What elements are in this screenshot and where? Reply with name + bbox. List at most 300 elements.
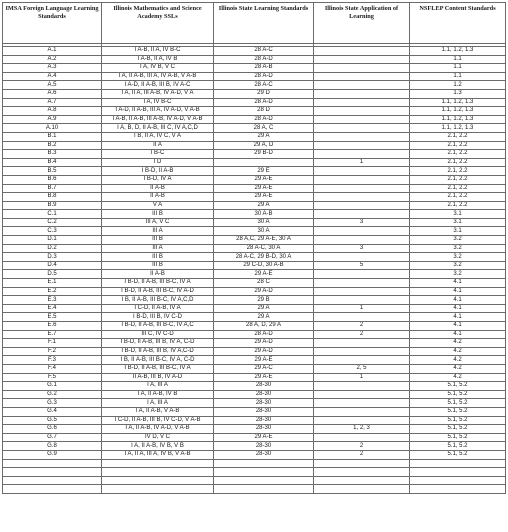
application-cell: 2 [314, 322, 410, 331]
blank-cell [102, 485, 214, 494]
fl-standard-cell: G.6 [3, 425, 102, 434]
ssl-cell: I A, III A [102, 382, 214, 391]
ssl-cell: II A [102, 141, 214, 150]
il-standard-cell: 29 B-D [214, 150, 314, 159]
nsflep-cell: 2.1, 2.2 [410, 201, 506, 210]
application-cell: 2 [314, 330, 410, 339]
fl-standard-cell: E.6 [3, 322, 102, 331]
blank-cell [314, 468, 410, 477]
nsflep-cell: 1.2 [410, 81, 506, 90]
blank-cell [314, 459, 410, 468]
nsflep-cell: 3.1 [410, 218, 506, 227]
fl-standard-cell: D.5 [3, 270, 102, 279]
table-row [3, 124, 506, 133]
ssl-cell: I B-D, II A-B, III B-C, IV A [102, 279, 214, 288]
il-standard-cell: 29 A [214, 304, 314, 313]
ssl-cell: I A, II A-B, IV B [102, 390, 214, 399]
table-row [3, 64, 506, 73]
application-cell [314, 141, 410, 150]
ssl-cell: III A, V C [102, 218, 214, 227]
ssl-cell: IV D, V C [102, 433, 214, 442]
nsflep-cell: 1.1, 1.2, 1.3 [410, 98, 506, 107]
nsflep-cell: 1.1 [410, 64, 506, 73]
il-standard-cell: 29 A-E [214, 270, 314, 279]
fl-standard-cell: A.4 [3, 72, 102, 81]
table-row [3, 287, 506, 296]
ssl-cell: I B-D, II A-B, III B, IV A, C-D [102, 339, 214, 348]
fl-standard-cell: D.1 [3, 236, 102, 245]
il-standard-cell: 28 A-D [214, 72, 314, 81]
table-row [3, 407, 506, 416]
standards-crosswalk-table [2, 2, 506, 494]
nsflep-cell: 4.2 [410, 373, 506, 382]
fl-standard-cell: C.2 [3, 218, 102, 227]
blank-cell [214, 459, 314, 468]
ssl-cell: I C-D, II A-B, III B, IV C-D, V A-B [102, 416, 214, 425]
application-cell [314, 313, 410, 322]
table-row [3, 416, 506, 425]
il-standard-cell: 28 A-C [214, 47, 314, 56]
table-row [3, 399, 506, 408]
table-row [3, 81, 506, 90]
fl-standard-cell: D.4 [3, 261, 102, 270]
table-row [3, 261, 506, 270]
header-imsa-ssls: Illinois Mathematics and Science Academy SSLs [102, 3, 214, 44]
table-row [3, 356, 506, 365]
standards-table-container [2, 2, 505, 494]
application-cell [314, 407, 410, 416]
table-row [3, 373, 506, 382]
application-cell: 2 [314, 442, 410, 451]
ssl-cell: I B-D, II A-B, III B, IV A,C-D [102, 347, 214, 356]
application-cell [314, 416, 410, 425]
table-row [3, 425, 506, 434]
il-standard-cell: 28-30 [214, 399, 314, 408]
ssl-cell: I B, II A-B, III B-C, IV A, C-D [102, 356, 214, 365]
il-standard-cell: 30 A [214, 218, 314, 227]
nsflep-cell: 4.1 [410, 330, 506, 339]
fl-standard-cell: E.1 [3, 279, 102, 288]
fl-standard-cell: C.3 [3, 227, 102, 236]
ssl-cell: V A [102, 201, 214, 210]
fl-standard-cell: A.1 [3, 47, 102, 56]
table-row [3, 442, 506, 451]
fl-standard-cell: B.1 [3, 132, 102, 141]
ssl-cell: I A-D, II A-B, III A, IV A-D, V A-B [102, 107, 214, 116]
fl-standard-cell: E.7 [3, 330, 102, 339]
il-standard-cell: 28 A-C [214, 81, 314, 90]
ssl-cell: I C-D, II A-B, IV A [102, 304, 214, 313]
application-cell [314, 98, 410, 107]
application-cell: 1 [314, 304, 410, 313]
fl-standard-cell: F.3 [3, 356, 102, 365]
nsflep-cell: 4.1 [410, 296, 506, 305]
nsflep-cell: 5.1, 5.2 [410, 390, 506, 399]
nsflep-cell: 5.1, 5.2 [410, 442, 506, 451]
il-standard-cell: 28 D [214, 107, 314, 116]
il-standard-cell: 30 A [214, 227, 314, 236]
nsflep-cell: 1.1 [410, 55, 506, 64]
fl-standard-cell: D.3 [3, 253, 102, 262]
table-row [3, 364, 506, 373]
nsflep-cell: 4.1 [410, 313, 506, 322]
application-cell [314, 399, 410, 408]
il-standard-cell: 28 A-C, 30 A [214, 244, 314, 253]
nsflep-cell: 4.2 [410, 339, 506, 348]
il-standard-cell: 29 A-E [214, 373, 314, 382]
fl-standard-cell: E.5 [3, 313, 102, 322]
il-standard-cell: 28 A-D [214, 98, 314, 107]
table-row [3, 218, 506, 227]
table-row [3, 270, 506, 279]
nsflep-cell: 1.1, 1.2, 1.3 [410, 115, 506, 124]
table-row [3, 72, 506, 81]
fl-standard-cell: A.9 [3, 115, 102, 124]
nsflep-cell: 3.1 [410, 227, 506, 236]
blank-row [3, 476, 506, 485]
table-row [3, 347, 506, 356]
nsflep-cell: 1.1, 1.2, 1.3 [410, 124, 506, 133]
il-standard-cell: 29 B [214, 296, 314, 305]
table-row [3, 158, 506, 167]
nsflep-cell: 3.1 [410, 210, 506, 219]
blank-cell [214, 485, 314, 494]
blank-cell [214, 476, 314, 485]
il-standard-cell: 28 A-D [214, 55, 314, 64]
application-cell [314, 55, 410, 64]
il-standard-cell: 29 D [214, 89, 314, 98]
application-cell: 3 [314, 218, 410, 227]
nsflep-cell: 1.3 [410, 89, 506, 98]
il-standard-cell [214, 158, 314, 167]
fl-standard-cell: E.3 [3, 296, 102, 305]
fl-standard-cell: E.2 [3, 287, 102, 296]
il-standard-cell: 29 A-D [214, 287, 314, 296]
fl-standard-cell: B.2 [3, 141, 102, 150]
nsflep-cell: 5.1, 5.2 [410, 416, 506, 425]
application-cell [314, 339, 410, 348]
table-row [3, 47, 506, 56]
nsflep-cell: 2.1, 2.2 [410, 193, 506, 202]
ssl-cell: I A-B, II A, IV B-C [102, 47, 214, 56]
table-row [3, 184, 506, 193]
ssl-cell: I A-B, II A-B, III A-B, IV A-D, V A-B [102, 115, 214, 124]
fl-standard-cell: F.1 [3, 339, 102, 348]
header-nsflep-standards: NSFLEP Content Standards [410, 3, 506, 44]
application-cell [314, 193, 410, 202]
application-cell [314, 184, 410, 193]
nsflep-cell: 4.1 [410, 279, 506, 288]
nsflep-cell: 4.2 [410, 364, 506, 373]
table-row [3, 175, 506, 184]
table-row [3, 201, 506, 210]
il-standard-cell: 29 A [214, 132, 314, 141]
blank-cell [410, 459, 506, 468]
il-standard-cell: 28-30 [214, 425, 314, 434]
il-standard-cell: 28 A, C [214, 124, 314, 133]
nsflep-cell: 4.2 [410, 356, 506, 365]
il-standard-cell: 28-30 [214, 382, 314, 391]
application-cell: 1 [314, 158, 410, 167]
ssl-cell: I A, III A [102, 399, 214, 408]
fl-standard-cell: A.3 [3, 64, 102, 73]
ssl-cell: I B-D, II A-B [102, 167, 214, 176]
fl-standard-cell: A.5 [3, 81, 102, 90]
il-standard-cell: 28 A, D, 29 A [214, 322, 314, 331]
ssl-cell: III B [102, 236, 214, 245]
blank-cell [102, 468, 214, 477]
nsflep-cell: 2.1, 2.2 [410, 184, 506, 193]
application-cell [314, 236, 410, 245]
application-cell: 3 [314, 244, 410, 253]
table-body [3, 44, 506, 494]
il-standard-cell: 29 A-E [214, 356, 314, 365]
il-standard-cell: 28 C [214, 279, 314, 288]
header-il-learning-standards: Illinois State Learning Standards [214, 3, 314, 44]
application-cell [314, 201, 410, 210]
fl-standard-cell: A.6 [3, 89, 102, 98]
application-cell [314, 270, 410, 279]
fl-standard-cell: G.5 [3, 416, 102, 425]
fl-standard-cell: B.8 [3, 193, 102, 202]
table-row [3, 322, 506, 331]
blank-cell [3, 459, 102, 468]
ssl-cell: III A [102, 227, 214, 236]
application-cell [314, 382, 410, 391]
nsflep-cell: 5.1, 5.2 [410, 425, 506, 434]
il-standard-cell: 28-30 [214, 407, 314, 416]
fl-standard-cell: G.7 [3, 433, 102, 442]
fl-standard-cell: B.7 [3, 184, 102, 193]
ssl-cell: I B-D, II A-B, III B-C, IV A-D [102, 287, 214, 296]
ssl-cell: III B [102, 210, 214, 219]
fl-standard-cell: F.5 [3, 373, 102, 382]
table-row [3, 98, 506, 107]
ssl-cell: I B-D, III B, IV C-D [102, 313, 214, 322]
ssl-cell: I B-D, II A-B, III B-C, IV A [102, 364, 214, 373]
fl-standard-cell: G.4 [3, 407, 102, 416]
nsflep-cell: 2.1, 2.2 [410, 158, 506, 167]
il-standard-cell: 29 A-E [214, 193, 314, 202]
table-row [3, 313, 506, 322]
table-row [3, 115, 506, 124]
ssl-cell: I A, IV B-C [102, 98, 214, 107]
nsflep-cell: 5.1, 5.2 [410, 450, 506, 459]
fl-standard-cell: A.8 [3, 107, 102, 116]
application-cell [314, 287, 410, 296]
il-standard-cell: 28-30 [214, 416, 314, 425]
fl-standard-cell: A.7 [3, 98, 102, 107]
blank-cell [410, 476, 506, 485]
fl-standard-cell: D.2 [3, 244, 102, 253]
il-standard-cell: 28-30 [214, 442, 314, 451]
blank-cell [102, 459, 214, 468]
fl-standard-cell: G.9 [3, 450, 102, 459]
table-row [3, 450, 506, 459]
table-row [3, 132, 506, 141]
il-standard-cell: 29 A-D [214, 339, 314, 348]
application-cell: 5 [314, 261, 410, 270]
blank-cell [314, 476, 410, 485]
application-cell: 2 [314, 450, 410, 459]
il-standard-cell: 29 A-D [214, 347, 314, 356]
blank-cell [214, 468, 314, 477]
application-cell [314, 81, 410, 90]
application-cell: 1, 2, 3 [314, 425, 410, 434]
nsflep-cell: 2.1, 2.2 [410, 132, 506, 141]
table-row [3, 304, 506, 313]
il-standard-cell: 30 A-B [214, 210, 314, 219]
table-row [3, 167, 506, 176]
il-standard-cell: 29 C-D, 30 A-B [214, 261, 314, 270]
il-standard-cell: 28-30 [214, 390, 314, 399]
nsflep-cell: 3.2 [410, 244, 506, 253]
il-standard-cell: 29 A-C [214, 364, 314, 373]
application-cell [314, 72, 410, 81]
ssl-cell: I A-B, II A, IV B [102, 55, 214, 64]
ssl-cell: II A-B [102, 270, 214, 279]
il-standard-cell: 29 A-E [214, 433, 314, 442]
fl-standard-cell: B.9 [3, 201, 102, 210]
il-standard-cell: 28 A-C, 29 B-D, 30 A [214, 253, 314, 262]
blank-row [3, 468, 506, 477]
il-standard-cell: 28 A-B [214, 64, 314, 73]
ssl-cell: II A-B, III B, IV A-D [102, 373, 214, 382]
table-row [3, 107, 506, 116]
application-cell [314, 150, 410, 159]
header-il-application-of-learning: Illinois State Application of Learning [314, 3, 410, 44]
fl-standard-cell: C.1 [3, 210, 102, 219]
fl-standard-cell: B.5 [3, 167, 102, 176]
application-cell [314, 167, 410, 176]
table-row [3, 150, 506, 159]
application-cell [314, 175, 410, 184]
table-row [3, 141, 506, 150]
fl-standard-cell: G.3 [3, 399, 102, 408]
fl-standard-cell: F.4 [3, 364, 102, 373]
application-cell [314, 47, 410, 56]
table-row [3, 210, 506, 219]
il-standard-cell: 28 A,C, 29 A-E, 30 A [214, 236, 314, 245]
ssl-cell: I A, B, D, II A-B, III C, IV A,C,D [102, 124, 214, 133]
application-cell [314, 227, 410, 236]
fl-standard-cell: F.2 [3, 347, 102, 356]
blank-cell [3, 468, 102, 477]
nsflep-cell: 2.1, 2.2 [410, 150, 506, 159]
ssl-cell: III A [102, 244, 214, 253]
ssl-cell: I B-D, II A-B, III B-C, IV A,C [102, 322, 214, 331]
application-cell [314, 279, 410, 288]
il-standard-cell: 29 E [214, 167, 314, 176]
blank-cell [3, 476, 102, 485]
table-row [3, 339, 506, 348]
ssl-cell: II A-B [102, 193, 214, 202]
table-row [3, 236, 506, 245]
blank-cell [410, 468, 506, 477]
application-cell [314, 253, 410, 262]
application-cell: 1 [314, 373, 410, 382]
ssl-cell: I B-D, IV A [102, 175, 214, 184]
ssl-cell: I A, II A-B, IV B, V B [102, 442, 214, 451]
blank-row [3, 485, 506, 494]
application-cell [314, 296, 410, 305]
application-cell [314, 132, 410, 141]
table-row [3, 244, 506, 253]
fl-standard-cell: B.4 [3, 158, 102, 167]
il-standard-cell: 28 A-D [214, 115, 314, 124]
fl-standard-cell: A.2 [3, 55, 102, 64]
il-standard-cell: 29 A-E [214, 184, 314, 193]
blank-cell [410, 485, 506, 494]
fl-standard-cell: A.10 [3, 124, 102, 133]
nsflep-cell: 1.1, 1.2, 1.3 [410, 47, 506, 56]
nsflep-cell: 3.2 [410, 270, 506, 279]
application-cell [314, 89, 410, 98]
blank-cell [3, 485, 102, 494]
header-imsa-fl-standards: IMSA Foreign Language Learning Standards [3, 3, 102, 44]
nsflep-cell: 4.2 [410, 347, 506, 356]
fl-standard-cell: G.2 [3, 390, 102, 399]
application-cell [314, 390, 410, 399]
ssl-cell: III C, IV C-D [102, 330, 214, 339]
fl-standard-cell: B.6 [3, 175, 102, 184]
ssl-cell: I B, II A, IV C, V A [102, 132, 214, 141]
nsflep-cell: 5.1, 5.2 [410, 433, 506, 442]
fl-standard-cell: G.1 [3, 382, 102, 391]
nsflep-cell: 2.1, 2.2 [410, 141, 506, 150]
il-standard-cell: 29 A [214, 201, 314, 210]
ssl-cell: III B [102, 253, 214, 262]
il-standard-cell: 29 A [214, 313, 314, 322]
ssl-cell: II A-B [102, 184, 214, 193]
ssl-cell: I A, II A-B, III A, IV A-B, V A-B [102, 72, 214, 81]
application-cell [314, 433, 410, 442]
il-standard-cell: 29 A, D [214, 141, 314, 150]
table-row [3, 55, 506, 64]
blank-row [3, 459, 506, 468]
application-cell [314, 124, 410, 133]
fl-standard-cell: E.4 [3, 304, 102, 313]
application-cell [314, 107, 410, 116]
ssl-cell: I A, II A-B, V A-B [102, 407, 214, 416]
ssl-cell: I B-C [102, 150, 214, 159]
table-row [3, 330, 506, 339]
nsflep-cell: 3.2 [410, 236, 506, 245]
application-cell [314, 210, 410, 219]
blank-cell [314, 485, 410, 494]
table-row [3, 193, 506, 202]
nsflep-cell: 1.1 [410, 72, 506, 81]
ssl-cell: III B [102, 261, 214, 270]
ssl-cell: I A-D, II A-B, III B, IV A-C [102, 81, 214, 90]
ssl-cell: I A, II A, III A-B, IV A-D, V A [102, 89, 214, 98]
ssl-cell: I A, II A, III A, IV B, V A-B [102, 450, 214, 459]
nsflep-cell: 5.1, 5.2 [410, 407, 506, 416]
table-row [3, 279, 506, 288]
application-cell [314, 347, 410, 356]
application-cell [314, 356, 410, 365]
ssl-cell: I A, IV B, V C [102, 64, 214, 73]
nsflep-cell: 3.2 [410, 261, 506, 270]
ssl-cell: I B, II A-B, III B-C, IV A,C,D [102, 296, 214, 305]
ssl-cell: I D [102, 158, 214, 167]
il-standard-cell: 29 A-E [214, 175, 314, 184]
nsflep-cell: 2.1, 2.2 [410, 167, 506, 176]
nsflep-cell: 2.1, 2.2 [410, 175, 506, 184]
il-standard-cell: 28 A-D [214, 330, 314, 339]
fl-standard-cell: G.8 [3, 442, 102, 451]
table-row [3, 227, 506, 236]
